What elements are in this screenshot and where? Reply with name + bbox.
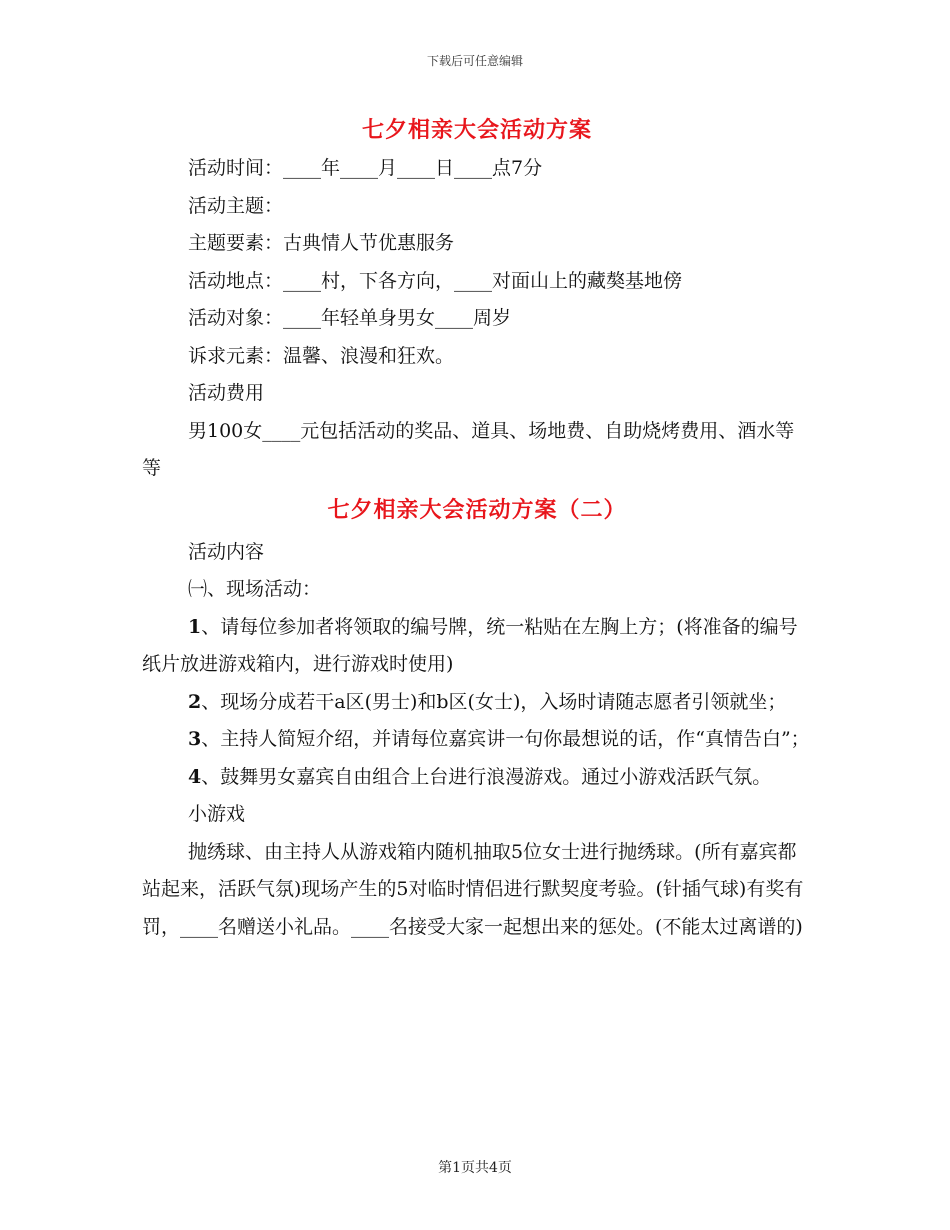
document-body [142,112,812,946]
item-number: 4 [188,765,202,788]
paragraph-theme: 活动主题： [188,194,284,217]
item-text: 、请每位参加者将领取的编号牌，统一粘贴在左胸上方；(将准备的编号纸片放进游戏箱内，进行游戏时使用) [142,615,798,675]
paragraph-fee: 男100女____元包括活动的奖品、道具、场地费、自助烧烤费用、酒水等等 [142,419,795,479]
paragraph-time: 活动时间：____年____月____日____点7分 [188,157,543,179]
list-item [142,759,812,797]
item-text: 、现场分成若干a区(男士)和b区(女士)，入场时请随志愿者引领就坐； [201,690,787,713]
paragraph-elements: 主题要素：古典情人节优惠服务 [188,232,455,254]
item-number: 2 [188,690,202,713]
list-item [142,721,812,759]
paragraph-onsite: ㈠、现场活动： [188,578,322,600]
item-text: 、鼓舞男女嘉宾自由组合上台进行浪漫游戏。通过小游戏活跃气氛。 [201,765,772,788]
document-title: 七夕相亲大会活动方案 [361,117,592,143]
paragraph-location: 活动地点：____村，下各方向，____对面山上的藏獒基地傍 [188,269,683,292]
paragraph-appeal: 诉求元素：温馨、浪漫和狂欢。 [188,344,455,367]
paragraph-fee-heading: 活动费用 [188,382,265,404]
paragraph-game-heading: 小游戏 [188,803,246,825]
item-text: 、主持人简短介绍，并请每位嘉宾讲一句你最想说的话，作“真情告白”； [201,728,810,750]
paragraph-game: 抛绣球、由主持人从游戏箱内随机抽取5位女士进行抛绣球。(所有嘉宾都站起来，活跃气氛)现场产生的5对临时情侣进行默契度考验。(针插气球)有奖有罚，____名赠送小礼品。____名接受大家一起想出来的惩处。(不能太过离谱的) [142,840,804,938]
page-header: 下载后可任意编辑 [426,54,523,68]
paragraph-audience: 活动对象：____年轻单身男女____周岁 [188,307,512,329]
item-number: 1 [188,615,202,638]
item-number: 3 [188,728,202,750]
section-title-2: 七夕相亲大会活动方案（二） [327,496,627,523]
list-item [142,609,812,684]
paragraph-content-heading: 活动内容 [188,540,265,563]
page-footer: 第1页共4页 [438,1160,512,1176]
list-item [142,684,812,722]
